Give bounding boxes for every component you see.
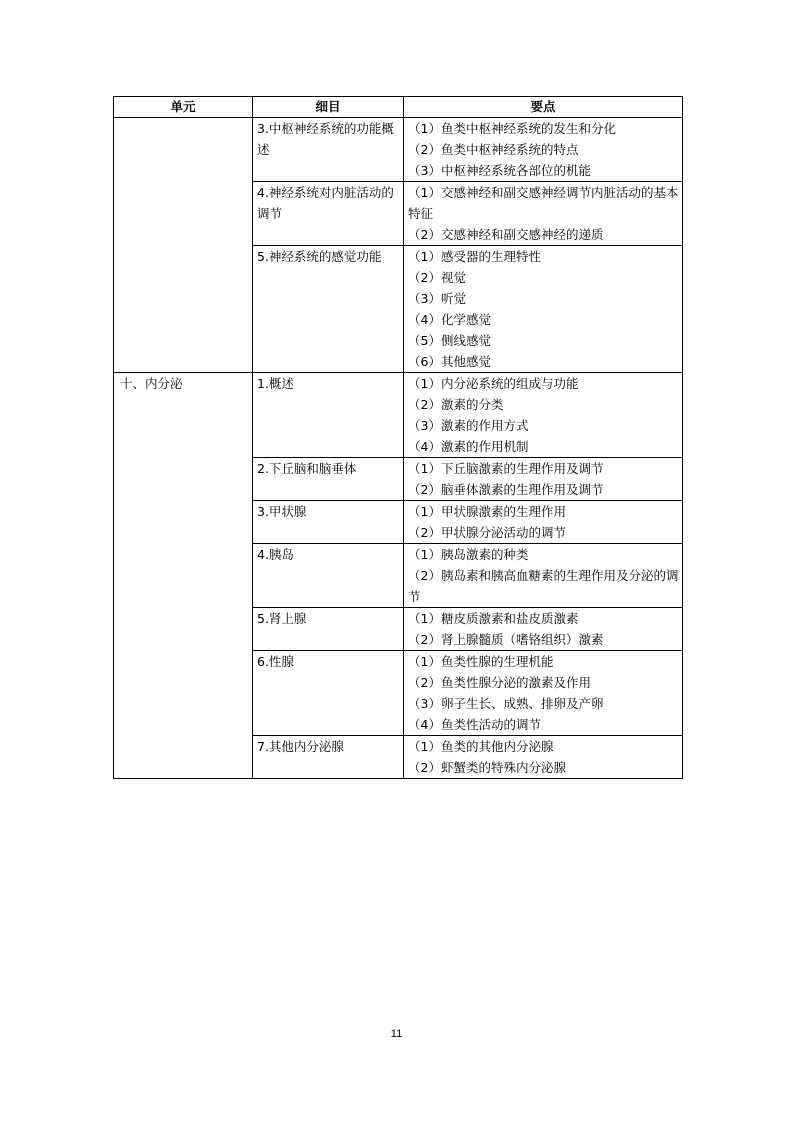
item-text: 2.下丘脑和脑垂体 bbox=[257, 461, 357, 476]
point-line: （2）脑垂体激素的生理作用及调节 bbox=[408, 482, 604, 497]
point-line: （2）激素的分类 bbox=[408, 397, 504, 412]
point-line: （2）交感神经和副交感神经的递质 bbox=[408, 227, 604, 242]
points-cell bbox=[404, 736, 683, 779]
point-line: （1）交感神经和副交感神经调节内脏活动的基本特征 bbox=[408, 185, 679, 221]
table-row bbox=[114, 118, 683, 182]
point-line: （3）激素的作用方式 bbox=[408, 418, 529, 433]
unit-cell-continued bbox=[114, 118, 253, 373]
point-line: （1）鱼类的其他内分泌腺 bbox=[408, 739, 554, 754]
points-cell bbox=[404, 544, 683, 608]
item-cell bbox=[253, 182, 404, 246]
point-line: （4）激素的作用机制 bbox=[408, 439, 529, 454]
item-cell bbox=[253, 118, 404, 182]
point-line: （2）鱼类中枢神经系统的特点 bbox=[408, 142, 579, 157]
header-unit: 单元 bbox=[114, 97, 253, 118]
item-text: 7.其他内分泌腺 bbox=[257, 739, 344, 754]
points-cell bbox=[404, 608, 683, 651]
item-text: 5.肾上腺 bbox=[257, 611, 307, 626]
point-line: （1）感受器的生理特性 bbox=[408, 249, 541, 264]
point-line: （3）中枢神经系统各部位的机能 bbox=[408, 163, 591, 178]
header-item: 细目 bbox=[253, 97, 404, 118]
item-cell bbox=[253, 458, 404, 501]
point-line: （1）内分泌系统的组成与功能 bbox=[408, 376, 579, 391]
item-text: 4.胰岛 bbox=[257, 547, 294, 562]
unit-text: 十、内分泌 bbox=[120, 376, 183, 391]
points-cell bbox=[404, 373, 683, 458]
point-line: （1）糖皮质激素和盐皮质激素 bbox=[408, 611, 579, 626]
item-text: 5.神经系统的感觉功能 bbox=[257, 249, 382, 264]
item-cell bbox=[253, 373, 404, 458]
item-cell bbox=[253, 651, 404, 736]
header-points: 要点 bbox=[404, 97, 683, 118]
point-line: （3）卵子生长、成熟、排卵及产卵 bbox=[408, 696, 604, 711]
point-line: （2）鱼类性腺分泌的激素及作用 bbox=[408, 675, 591, 690]
points-cell bbox=[404, 182, 683, 246]
points-cell bbox=[404, 458, 683, 501]
item-text: 4.神经系统对内脏活动的调节 bbox=[257, 185, 394, 221]
point-line: （2）肾上腺髓质（嗜铬组织）激素 bbox=[408, 632, 604, 647]
point-line: （1）甲状腺激素的生理作用 bbox=[408, 504, 566, 519]
point-line: （2）胰岛素和胰高血糖素的生理作用及分泌的调节 bbox=[408, 568, 679, 604]
point-line: （5）侧线感觉 bbox=[408, 333, 491, 348]
points-cell bbox=[404, 246, 683, 373]
item-cell bbox=[253, 608, 404, 651]
point-line: （4）鱼类性活动的调节 bbox=[408, 717, 541, 732]
point-line: （2）视觉 bbox=[408, 270, 466, 285]
page-number: 11 bbox=[390, 1028, 403, 1040]
point-line: （4）化学感觉 bbox=[408, 312, 491, 327]
item-text: 1.概述 bbox=[257, 376, 294, 391]
item-text: 3.甲状腺 bbox=[257, 504, 307, 519]
points-cell bbox=[404, 501, 683, 544]
table-header-row bbox=[114, 97, 683, 118]
item-cell bbox=[253, 736, 404, 779]
point-line: （6）其他感觉 bbox=[408, 354, 491, 369]
item-text: 6.性腺 bbox=[257, 654, 294, 669]
syllabus-table bbox=[113, 96, 683, 779]
point-line: （2）虾蟹类的特殊内分泌腺 bbox=[408, 760, 566, 775]
point-line: （1）胰岛激素的种类 bbox=[408, 547, 529, 562]
point-line: （1）下丘脑激素的生理作用及调节 bbox=[408, 461, 604, 476]
item-cell bbox=[253, 544, 404, 608]
item-text: 3.中枢神经系统的功能概述 bbox=[257, 121, 394, 157]
item-cell bbox=[253, 501, 404, 544]
points-cell bbox=[404, 651, 683, 736]
unit-cell bbox=[114, 373, 253, 779]
point-line: （1）鱼类性腺的生理机能 bbox=[408, 654, 554, 669]
point-line: （1）鱼类中枢神经系统的发生和分化 bbox=[408, 121, 616, 136]
points-cell bbox=[404, 118, 683, 182]
point-line: （2）甲状腺分泌活动的调节 bbox=[408, 525, 566, 540]
item-cell bbox=[253, 246, 404, 373]
table-row bbox=[114, 373, 683, 458]
point-line: （3）听觉 bbox=[408, 291, 466, 306]
